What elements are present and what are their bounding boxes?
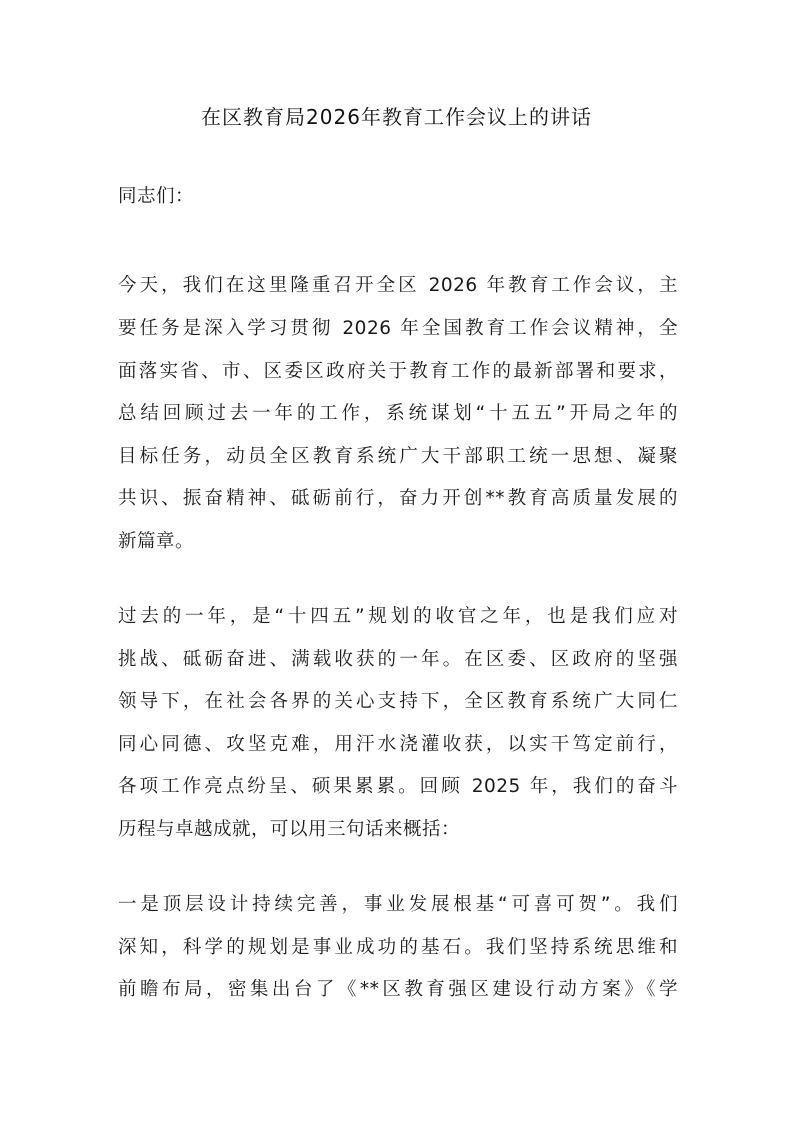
salutation: 同志们： [118, 186, 195, 207]
paragraph-2-line: 领导下，在社会各界的关心支持下，全区教育系统广大同仁 [118, 691, 678, 712]
paragraph-1-line: 共识、振奋精神、砥砺前行，奋力开创**教育高质量发展的 [118, 488, 678, 509]
paragraph-3-line: 一是顶层设计持续完善，事业发展根基“可喜可贺”。我们 [118, 894, 678, 915]
paragraph-2-line: 历程与卓越成就，可以用三句话来概括： [118, 819, 461, 840]
paragraph-2-line: 挑战、砥砺奋进、满载收获的一年。在区委、区政府的坚强 [118, 649, 678, 670]
paragraph-1-line: 今天，我们在这里隆重召开全区 2026 年教育工作会议，主 [118, 275, 678, 296]
paragraph-1-line: 面落实省、市、区委区政府关于教育工作的最新部署和要求， [118, 361, 678, 382]
paragraph-1-line: 新篇章。 [118, 531, 195, 552]
paragraph-2-line: 各项工作亮点纷呈、硕果累累。回顾 2025 年，我们的奋斗 [118, 776, 678, 797]
paragraph-1-line: 目标任务，动员全区教育系统广大干部职工统一思想、凝聚 [118, 446, 678, 467]
paragraph-2-line: 同心同德、攻坚克难，用汗水浇灌收获，以实干笃定前行， [118, 734, 678, 755]
paragraph-2-line: 过去的一年，是“十四五”规划的收官之年，也是我们应对 [118, 606, 678, 627]
paragraph-1-line: 要任务是深入学习贯彻 2026 年全国教育工作会议精神，全 [118, 318, 678, 339]
document-title: 在区教育局2026年教育工作会议上的讲话 [201, 105, 592, 129]
paragraph-1-line: 总结回顾过去一年的工作，系统谋划“十五五”开局之年的 [118, 403, 678, 424]
paragraph-3-line: 前瞻布局，密集出台了《**区教育强区建设行动方案》《学 [118, 979, 678, 1000]
paragraph-3-line: 深知，科学的规划是事业成功的基石。我们坚持系统思维和 [118, 937, 678, 958]
